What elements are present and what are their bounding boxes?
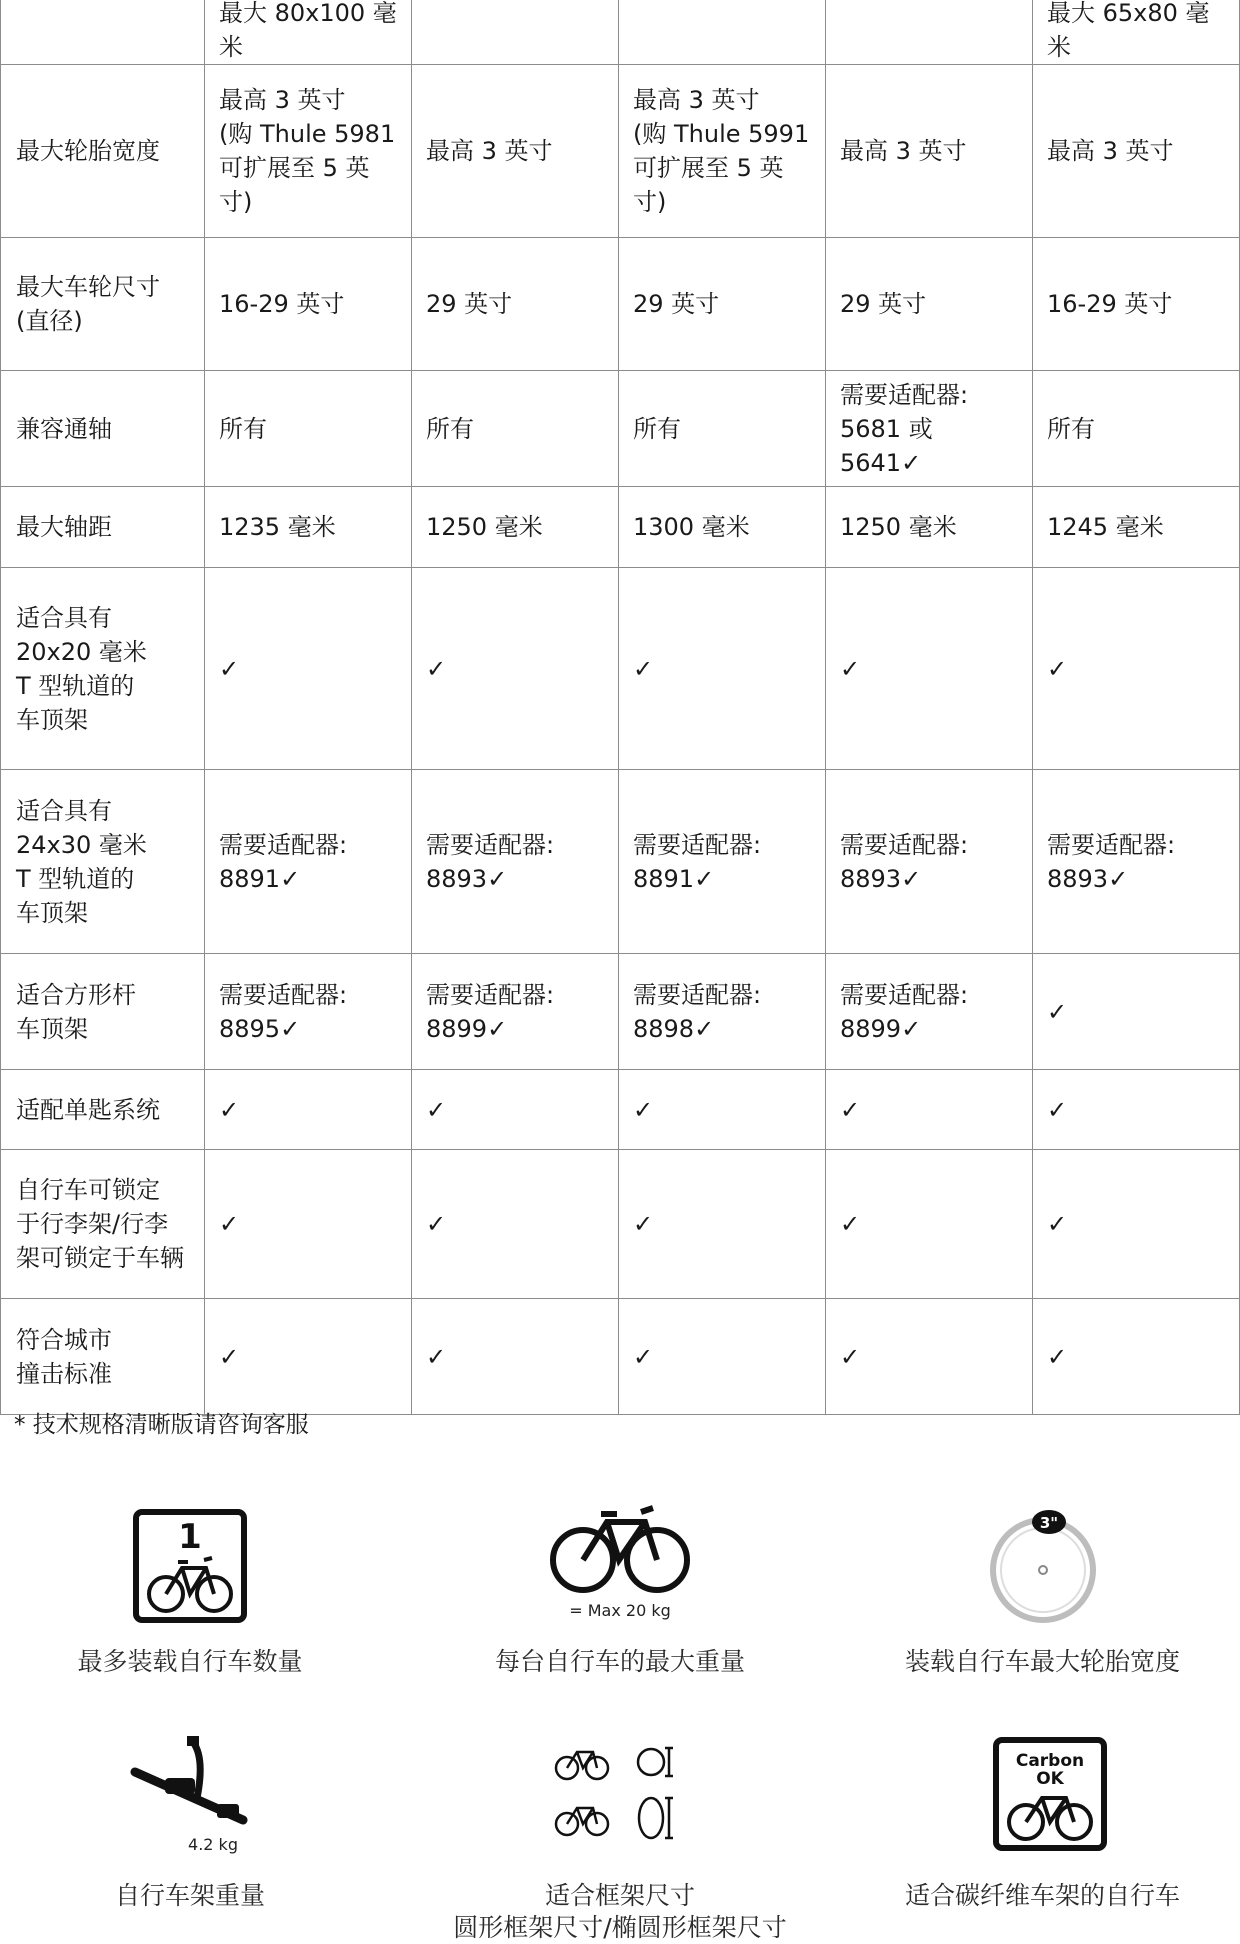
table-row (1, 1150, 1240, 1299)
table-cell (1, 0, 205, 65)
row-label: 最大轮胎宽度 (1, 65, 205, 238)
table-cell (412, 0, 619, 65)
feature-caption: 装载自行车最大轮胎宽度 (904, 1647, 1180, 1676)
table-cell: 需要适配器: 8893✓ (1033, 770, 1240, 954)
table-cell: 16-29 英寸 (205, 238, 412, 371)
table-cell: ✓ (619, 1070, 826, 1150)
row-label: 适合方形杆 车顶架 (1, 954, 205, 1070)
feature-frame-size (415, 1730, 825, 1942)
table-cell: ✓ (826, 1150, 1033, 1299)
table-cell: 需要适配器: 8899✓ (826, 954, 1033, 1070)
table-cell: ✓ (1033, 1299, 1240, 1415)
table-cell: 29 英寸 (619, 238, 826, 371)
carbon-ok-badge-line2: OK (1036, 1769, 1064, 1789)
table-cell: ✓ (826, 568, 1033, 770)
table-row-top-partial (1, 0, 1240, 65)
tire-width-icon (983, 1504, 1103, 1624)
feature-caption: 最多装载自行车数量 (77, 1647, 303, 1676)
rack-weight-icon (125, 1734, 255, 1854)
table-cell: ✓ (412, 1150, 619, 1299)
table-row (1, 568, 1240, 770)
table-cell: ✓ (619, 568, 826, 770)
table-cell: ✓ (1033, 1070, 1240, 1150)
table-cell: 需要适配器: 8891✓ (205, 770, 412, 954)
rack-weight-note: 4.2 kg (188, 1835, 238, 1854)
table-cell: ✓ (412, 1299, 619, 1415)
table-cell: ✓ (205, 1150, 412, 1299)
table-cell: ✓ (412, 1070, 619, 1150)
row-label: 自行车可锁定 于行李架/行李 架可锁定于车辆 (1, 1150, 205, 1299)
row-label: 最大轴距 (1, 487, 205, 568)
table-cell: 最高 3 英寸 (购 Thule 5981 可扩展至 5 英寸) (205, 65, 412, 238)
table-cell: 所有 (205, 371, 412, 487)
table-cell: 最高 3 英寸 (购 Thule 5991 可扩展至 5 英寸) (619, 65, 826, 238)
feature-caption: 每台自行车的最大重量 (494, 1647, 745, 1676)
table-cell: ✓ (1033, 568, 1240, 770)
table-cell: ✓ (1033, 1150, 1240, 1299)
table-cell: 需要适配器: 8895✓ (205, 954, 412, 1070)
table-row (1, 371, 1240, 487)
table-cell: ✓ (826, 1299, 1033, 1415)
table-cell: 1250 毫米 (412, 487, 619, 568)
table-row (1, 238, 1240, 371)
table-row (1, 487, 1240, 568)
table-cell: ✓ (619, 1150, 826, 1299)
feature-bike-count (0, 1500, 380, 1690)
table-cell: ✓ (826, 1070, 1033, 1150)
bike-weight-note: = Max 20 kg (569, 1601, 671, 1620)
table-cell: 需要适配器: 8891✓ (619, 770, 826, 954)
table-cell: 最大 65x80 毫米 (1033, 0, 1240, 65)
table-cell: 所有 (619, 371, 826, 487)
row-label: 兼容通轴 (1, 371, 205, 487)
table-cell: 需要适配器: 8898✓ (619, 954, 826, 1070)
table-cell: ✓ (1033, 954, 1240, 1070)
feature-rack-weight (0, 1730, 380, 1920)
table-cell: 需要适配器: 5681 或 5641✓ (826, 371, 1033, 487)
feature-tire-width (845, 1500, 1240, 1690)
bike-count-icon (132, 1508, 248, 1624)
row-label: 适合具有 24x30 毫米 T 型轨道的 车顶架 (1, 770, 205, 954)
table-cell: ✓ (205, 1299, 412, 1415)
carbon-ok-badge-line1: Carbon (1015, 1751, 1085, 1771)
table-cell: 1235 毫米 (205, 487, 412, 568)
table-cell: 最高 3 英寸 (826, 65, 1033, 238)
table-cell: 29 英寸 (826, 238, 1033, 371)
row-label: 适配单匙系统 (1, 1070, 205, 1150)
table-cell: 所有 (412, 371, 619, 487)
feature-caption: 适合碳纤维车架的自行车 (904, 1881, 1180, 1910)
table-cell (826, 0, 1033, 65)
feature-subcaption: 圆形框架尺寸/椭圆形框架尺寸 (453, 1913, 787, 1942)
feature-caption: 适合框架尺寸 (544, 1881, 695, 1910)
table-cell: 最大 80x100 毫米 (205, 0, 412, 65)
feature-carbon-ok (845, 1730, 1240, 1920)
row-label: 最大车轮尺寸 (直径) (1, 238, 205, 371)
table-cell: 所有 (1033, 371, 1240, 487)
table-cell: 1300 毫米 (619, 487, 826, 568)
frame-size-icon (553, 1734, 683, 1854)
table-row (1, 1070, 1240, 1150)
table-cell: 16-29 英寸 (1033, 238, 1240, 371)
table-cell: 需要适配器: 8893✓ (412, 770, 619, 954)
footnote: * 技术规格清晰版请咨询客服 (14, 1412, 309, 1438)
table-row (1, 770, 1240, 954)
tire-width-badge: 3" (1039, 1514, 1059, 1532)
row-label: 符合城市 撞击标准 (1, 1299, 205, 1415)
bike-count-badge: 1 (178, 1517, 202, 1557)
table-cell: 需要适配器: 8899✓ (412, 954, 619, 1070)
table-cell: 1250 毫米 (826, 487, 1033, 568)
table-cell: 需要适配器: 8893✓ (826, 770, 1033, 954)
table-row (1, 954, 1240, 1070)
table-cell: ✓ (412, 568, 619, 770)
table-row (1, 65, 1240, 238)
table-cell: 最高 3 英寸 (1033, 65, 1240, 238)
carbon-ok-icon (992, 1736, 1108, 1852)
row-label: 适合具有 20x20 毫米 T 型轨道的 车顶架 (1, 568, 205, 770)
table-row (1, 1299, 1240, 1415)
bike-weight-icon (545, 1504, 695, 1624)
table-cell: ✓ (205, 1070, 412, 1150)
table-cell: 1245 毫米 (1033, 487, 1240, 568)
table-cell (619, 0, 826, 65)
table-cell: 29 英寸 (412, 238, 619, 371)
feature-caption: 自行车架重量 (114, 1881, 265, 1910)
table-cell: 最高 3 英寸 (412, 65, 619, 238)
table-cell: ✓ (619, 1299, 826, 1415)
feature-bike-weight (415, 1500, 825, 1690)
table-cell: ✓ (205, 568, 412, 770)
